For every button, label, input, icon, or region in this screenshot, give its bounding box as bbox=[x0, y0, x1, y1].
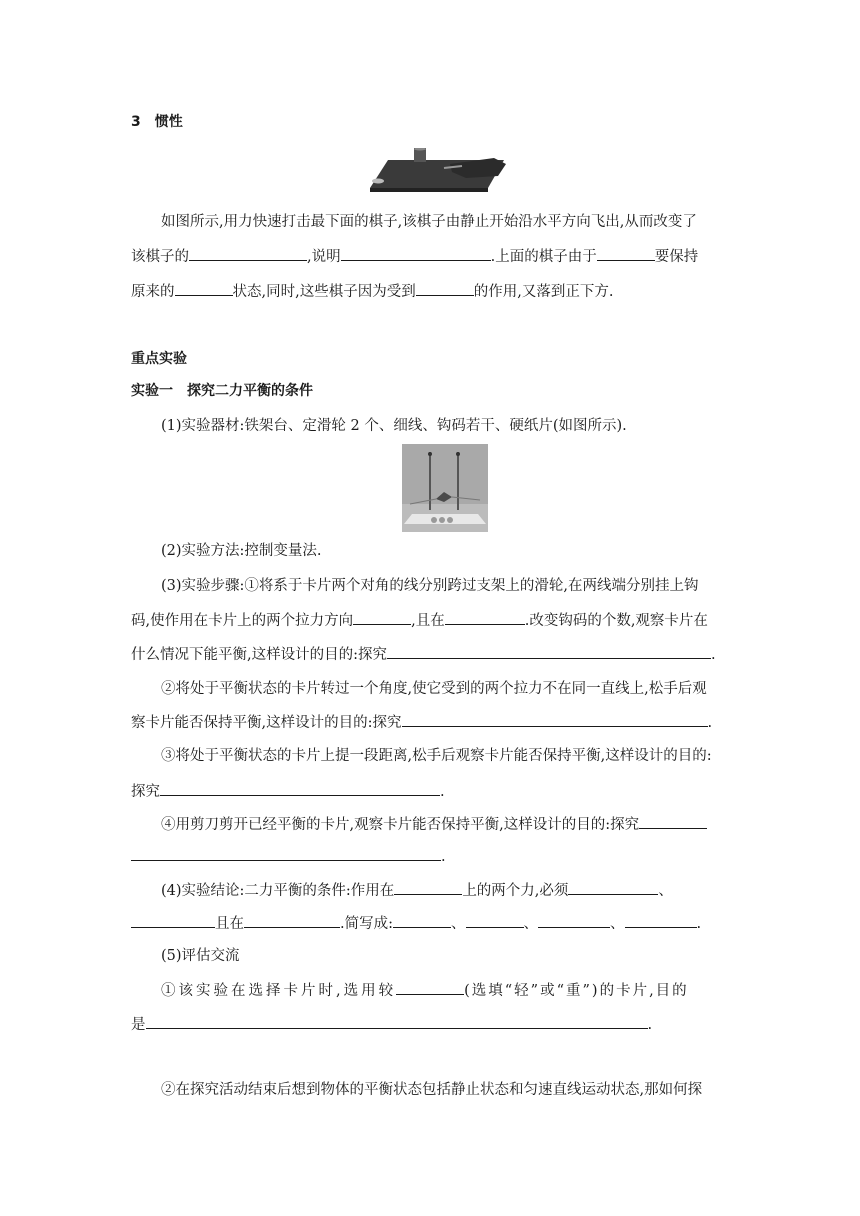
item-3-line-2 bbox=[131, 610, 708, 631]
text: ①该实验在选择卡片时,选用较 bbox=[161, 983, 397, 999]
text: 的作用,又落到正下方. bbox=[473, 284, 614, 300]
text: ④用剪刀剪开已经平衡的卡片,观察卡片能否保持平衡,这样设计的目的:探究 bbox=[161, 817, 640, 833]
answer-blank[interactable] bbox=[402, 712, 708, 727]
answer-blank[interactable] bbox=[175, 281, 233, 296]
section-title: 3 惯性 bbox=[131, 114, 183, 130]
text: .上面的棋子由于 bbox=[490, 249, 597, 265]
item-3-line-1: (3)实验步骤:①将系于卡片两个对角的线分别跨过支架上的滑轮,在两线端分别挂上钩 bbox=[161, 578, 699, 594]
answer-blank[interactable] bbox=[466, 913, 524, 928]
text: ,说明 bbox=[307, 249, 341, 265]
eval-1-line-2 bbox=[131, 1014, 652, 1035]
text: 、 bbox=[451, 916, 466, 932]
text: (4)实验结论:二力平衡的条件:作用在 bbox=[161, 883, 395, 899]
text: 状态,同时,这些棋子因为受到 bbox=[232, 284, 416, 300]
answer-blank[interactable] bbox=[131, 913, 215, 928]
text: . bbox=[647, 1017, 653, 1033]
answer-blank[interactable] bbox=[341, 246, 491, 261]
item-3-line-3 bbox=[131, 644, 716, 665]
step-3-line-1: ③将处于平衡状态的卡片上提一段距离,松手后观察卡片能否保持平衡,这样设计的目的: bbox=[161, 748, 712, 764]
base-plate bbox=[404, 514, 486, 524]
hook-weight bbox=[447, 517, 453, 523]
text: . bbox=[711, 647, 716, 663]
text: 察卡片能否保持平衡,这样设计的目的:探究 bbox=[131, 715, 402, 731]
text: (选填“轻”或“重”)的卡片,目的 bbox=[464, 983, 689, 999]
inertia-demo-figure bbox=[366, 148, 508, 196]
text: 码,使作用在卡片上的两个拉力方向 bbox=[131, 613, 354, 629]
hook-weight bbox=[431, 517, 437, 523]
right-pulley bbox=[456, 452, 460, 456]
answer-blank[interactable] bbox=[445, 610, 525, 625]
balance-apparatus-figure bbox=[402, 444, 488, 532]
answer-blank[interactable] bbox=[394, 880, 462, 895]
text: 要保持 bbox=[654, 249, 699, 265]
text: 什么情况下能平衡,这样设计的目的:探究 bbox=[131, 647, 387, 663]
answer-blank[interactable] bbox=[393, 913, 451, 928]
answer-blank[interactable] bbox=[244, 913, 340, 928]
answer-blank[interactable] bbox=[131, 846, 441, 861]
answer-blank[interactable] bbox=[538, 913, 610, 928]
answer-blank[interactable] bbox=[625, 913, 697, 928]
eval-1-line-1 bbox=[161, 980, 689, 1001]
step-4-line-2 bbox=[131, 846, 446, 867]
text: .简写成: bbox=[340, 916, 393, 932]
answer-blank[interactable] bbox=[146, 1014, 648, 1029]
text: 、 bbox=[610, 916, 625, 932]
text: 是 bbox=[131, 1017, 146, 1033]
text: .改变钩码的个数,观察卡片在 bbox=[524, 613, 708, 629]
section-heading: 重点实验 bbox=[131, 351, 187, 367]
text: 、 bbox=[523, 916, 538, 932]
text: 上的两个力,必须 bbox=[462, 883, 569, 899]
para-line-1: 如图所示,用力快速打击最下面的棋子,该棋子由静止开始沿水平方向飞出,从而改变了 bbox=[161, 214, 697, 230]
answer-blank[interactable] bbox=[353, 610, 411, 625]
text: . bbox=[440, 784, 445, 800]
step-4-line-1 bbox=[161, 814, 707, 835]
item-2: (2)实验方法:控制变量法. bbox=[161, 543, 322, 559]
answer-blank[interactable] bbox=[597, 246, 655, 261]
answer-blank[interactable] bbox=[416, 281, 474, 296]
answer-blank[interactable] bbox=[189, 246, 307, 261]
answer-blank[interactable] bbox=[396, 980, 464, 995]
board-edge bbox=[370, 188, 488, 192]
answer-blank[interactable] bbox=[387, 644, 711, 659]
left-pulley bbox=[428, 452, 432, 456]
step-2-line-1: ②将处于平衡状态的卡片转过一个角度,使它受到的两个拉力不在同一直线上,松手后观 bbox=[161, 681, 707, 697]
answer-blank[interactable] bbox=[568, 880, 658, 895]
answer-blank[interactable] bbox=[639, 814, 707, 829]
para-line-2 bbox=[131, 246, 698, 267]
hook-weight bbox=[439, 517, 445, 523]
item-4-line-2 bbox=[131, 913, 701, 934]
item-1: (1)实验器材:铁架台、定滑轮 2 个、细线、钩码若干、硬纸片(如图所示). bbox=[161, 418, 627, 434]
flying-piece bbox=[372, 179, 384, 184]
experiment-title: 实验一 探究二力平衡的条件 bbox=[131, 383, 313, 399]
text: . bbox=[696, 916, 702, 932]
step-2-line-2 bbox=[131, 712, 712, 733]
item-4-line-1 bbox=[161, 880, 673, 901]
item-5: (5)评估交流 bbox=[161, 948, 240, 964]
text: 、 bbox=[658, 883, 673, 899]
para-line-3 bbox=[131, 281, 613, 302]
eval-2-line-1: ②在探究活动结束后想到物体的平衡状态包括静止状态和匀速直线运动状态,那如何探 bbox=[161, 1082, 703, 1098]
text: ,且在 bbox=[411, 613, 445, 629]
text: 原来的 bbox=[131, 284, 175, 300]
answer-blank[interactable] bbox=[160, 781, 440, 796]
text: 该棋子的 bbox=[131, 249, 189, 265]
text: 且在 bbox=[215, 916, 244, 932]
step-3-line-2 bbox=[131, 781, 445, 802]
text: . bbox=[441, 849, 446, 865]
text: . bbox=[707, 715, 713, 731]
text: 探究 bbox=[131, 784, 160, 800]
